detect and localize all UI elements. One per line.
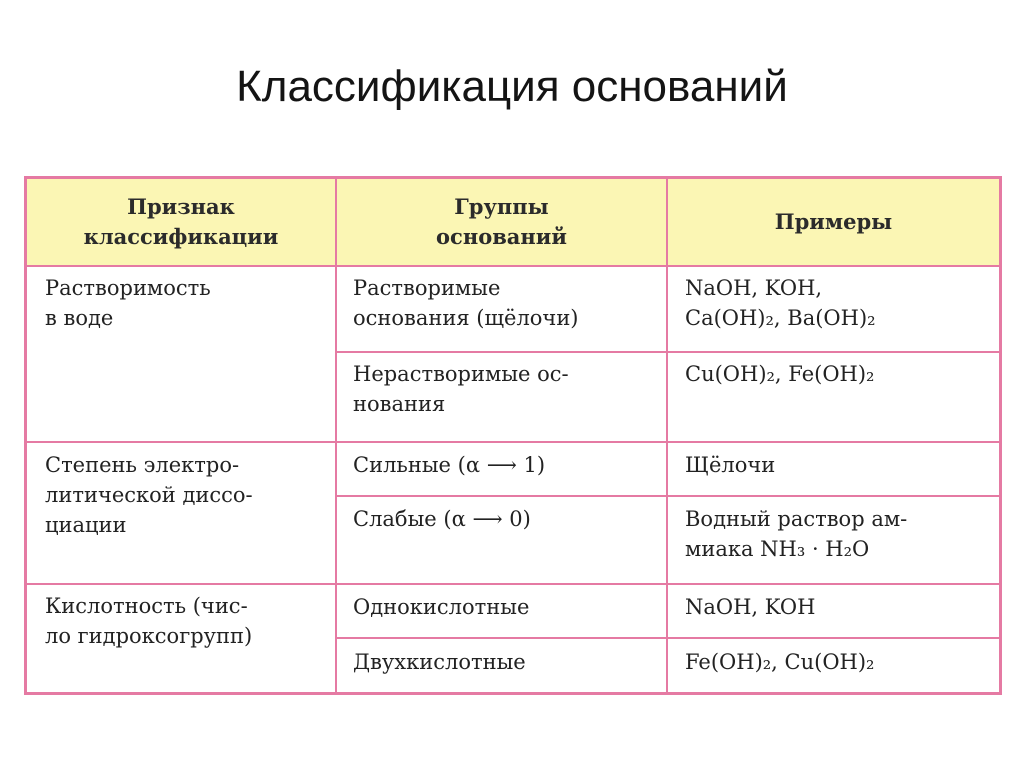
header-criterion: Признак классификации xyxy=(27,179,335,265)
example-cell: NaOH, KOH, Ca(OH)₂, Ba(OH)₂ xyxy=(685,276,876,330)
row-divider xyxy=(335,637,999,639)
header-examples: Примеры xyxy=(668,179,999,265)
group-cell: Однокислотные xyxy=(353,595,530,619)
row-divider xyxy=(335,351,999,353)
example-cell: Водный раствор ам- миака NH₃ · H₂O xyxy=(685,507,908,561)
slide-title: Классификация оснований xyxy=(236,62,788,111)
group-cell: Сильные (α ⟶ 1) xyxy=(353,453,546,477)
example-cell: Fe(OH)₂, Cu(OH)₂ xyxy=(685,650,875,674)
example-cell: NaOH, KOH xyxy=(685,595,816,619)
row-divider xyxy=(335,495,999,497)
section-divider xyxy=(27,583,999,585)
group-cell: Растворимые основания (щёлочи) xyxy=(353,276,579,330)
example-cell: Щёлочи xyxy=(685,453,776,477)
classification-table xyxy=(24,176,1002,695)
header-groups: Группы оснований xyxy=(337,179,666,265)
group-cell: Двухкислотные xyxy=(353,650,526,674)
example-cell: Cu(OH)₂, Fe(OH)₂ xyxy=(685,362,875,386)
group-cell: Слабые (α ⟶ 0) xyxy=(353,507,531,531)
criterion-dissociation: Степень электро- литической диссо- циации xyxy=(45,453,253,537)
column-divider-1 xyxy=(335,179,337,692)
criterion-acidity: Кислотность (чис- ло гидроксогрупп) xyxy=(45,594,253,648)
group-cell: Нерастворимые ос- нования xyxy=(353,362,569,416)
criterion-solubility: Растворимость в воде xyxy=(45,276,211,330)
header-divider xyxy=(27,265,999,267)
column-divider-2 xyxy=(666,179,668,692)
section-divider xyxy=(27,441,999,443)
